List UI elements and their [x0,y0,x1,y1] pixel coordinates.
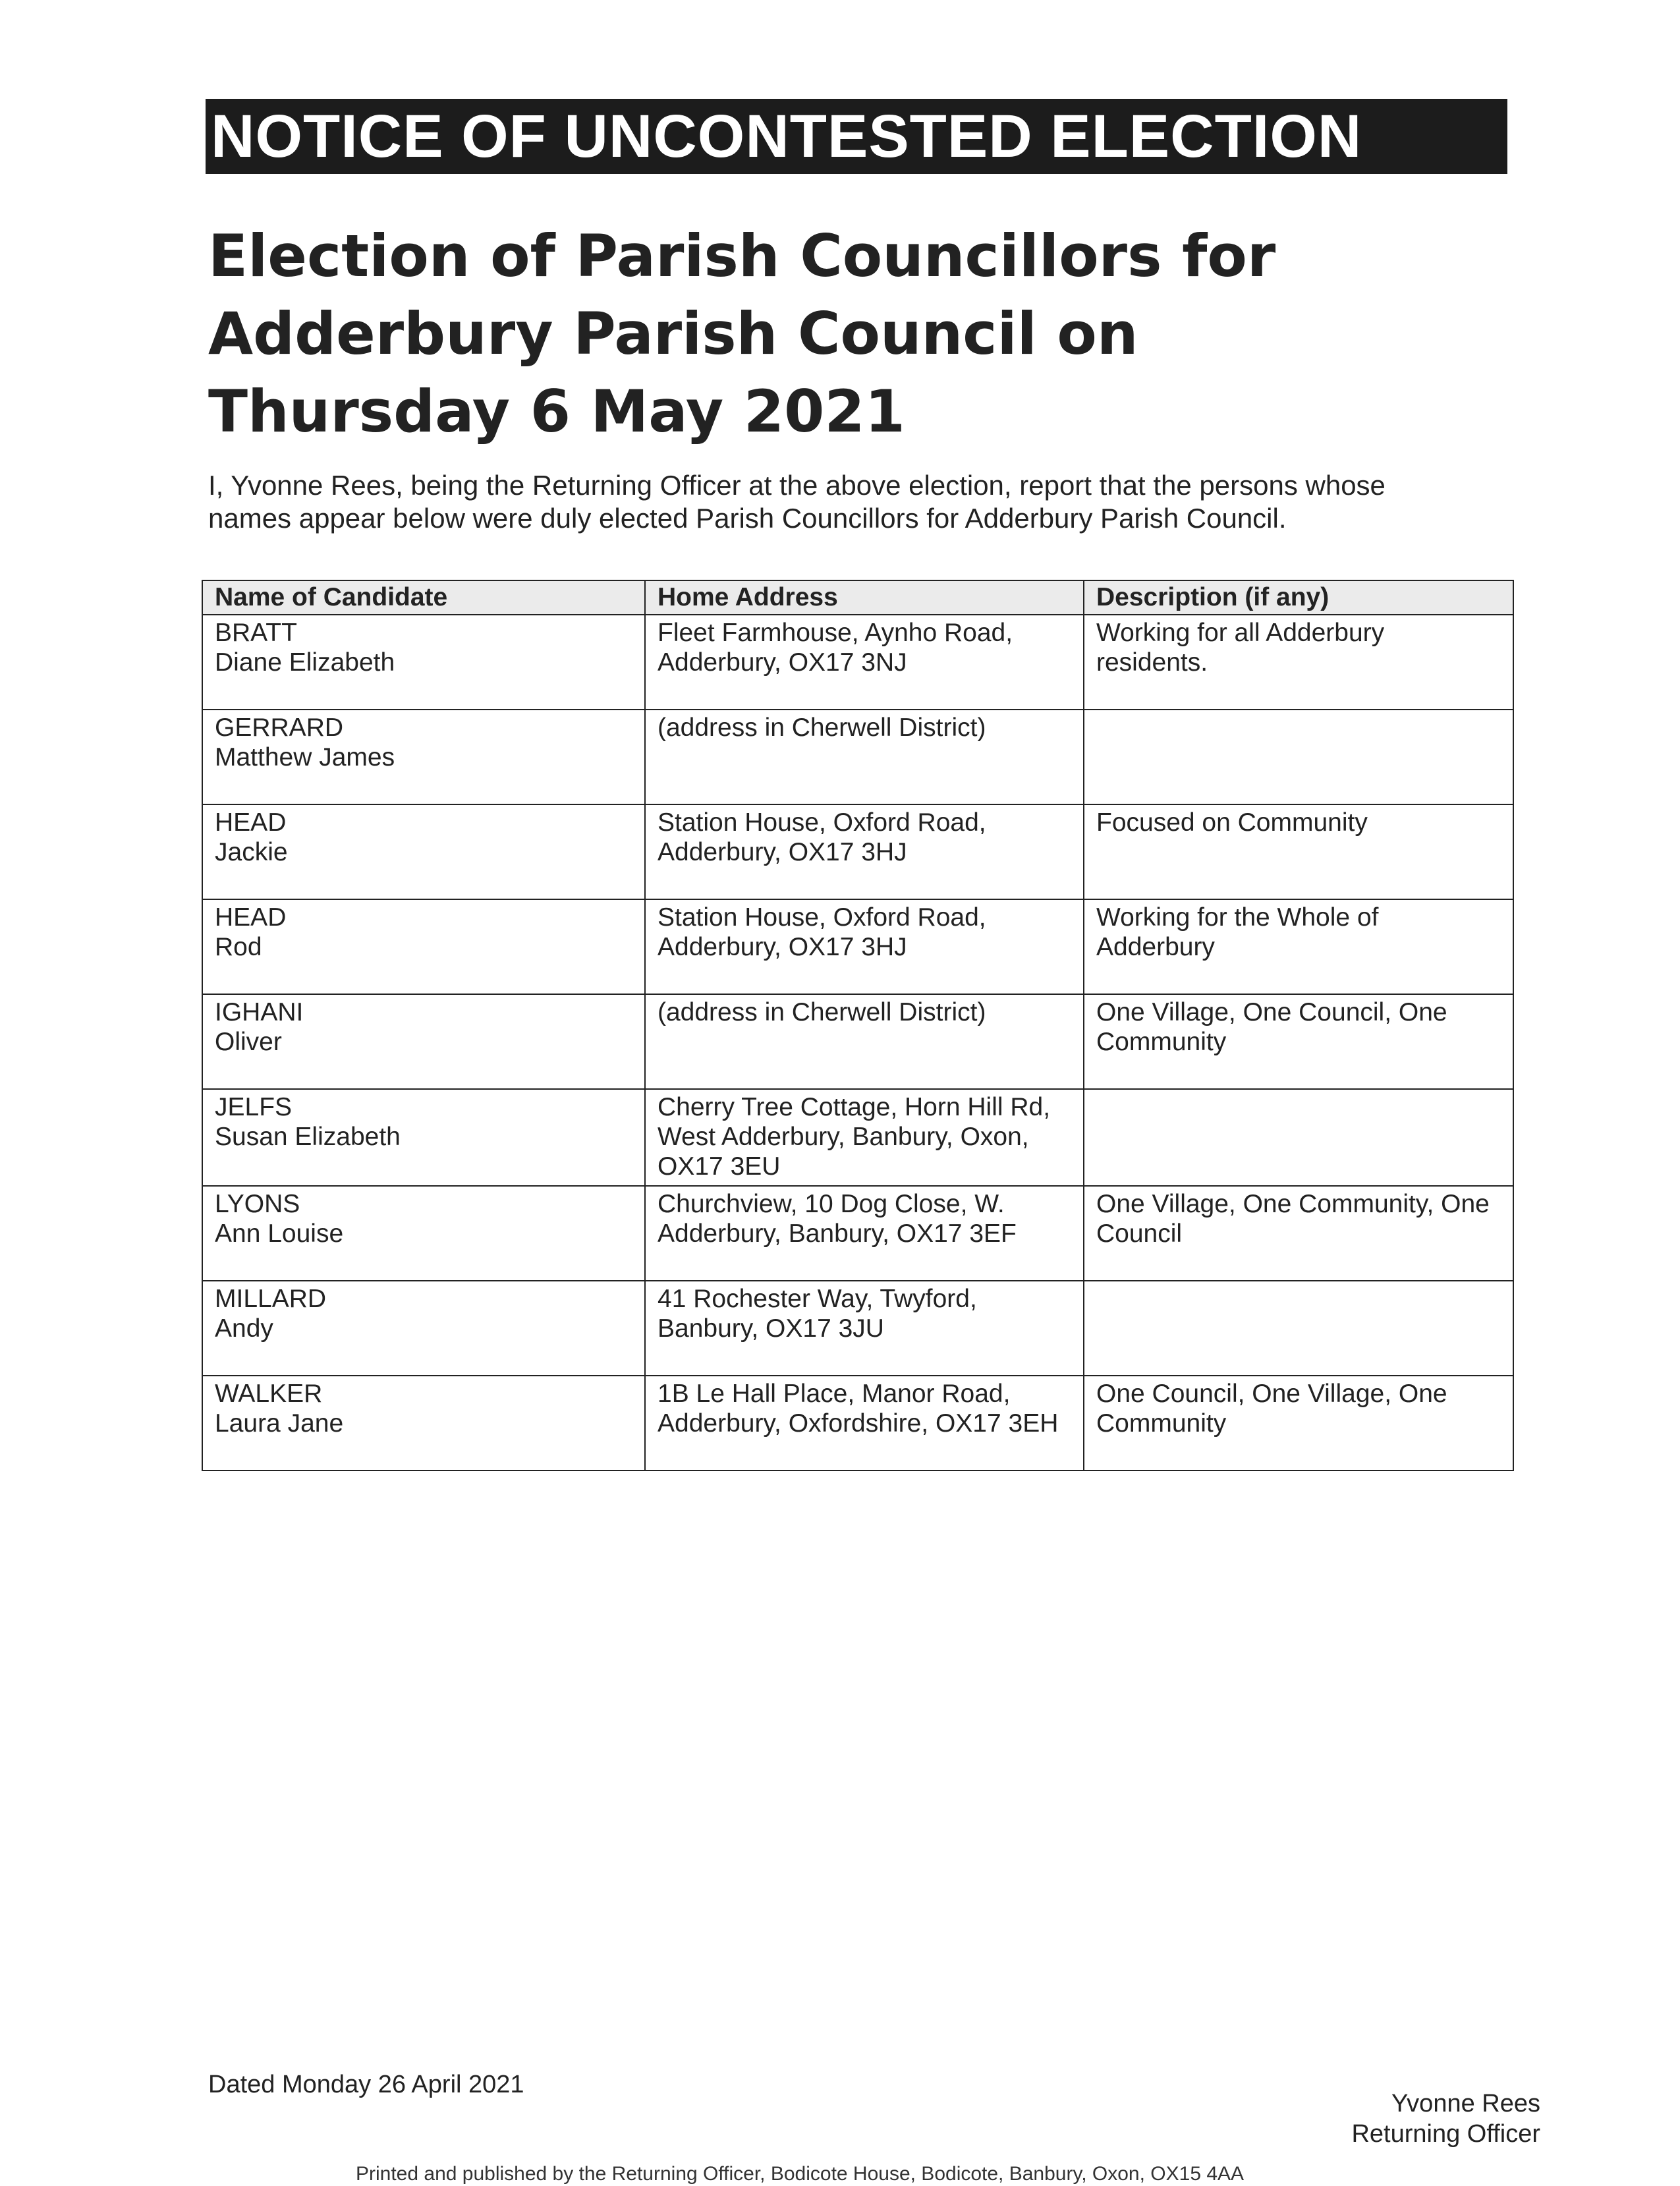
candidate-address: (address in Cherwell District) [658,998,986,1026]
table-row [202,710,1513,804]
candidate-description-cell [1084,1089,1513,1186]
candidate-address: Churchview, 10 Dog Close, W. Adderbury, Banbury, OX17 3EF [658,1190,1017,1248]
candidate-description-cell [1084,1376,1513,1471]
election-title [208,217,1499,451]
intro-statement [208,469,1513,535]
candidate-forenames: Diane Elizabeth [215,648,395,677]
candidate-forenames: Rod [215,933,262,961]
candidate-address-cell [645,710,1084,804]
candidate-description: Focused on Community [1096,808,1368,837]
candidate-forenames: Jackie [215,838,288,866]
candidate-description-cell [1084,615,1513,710]
candidate-surname: HEAD [215,808,287,837]
candidate-surname: WALKER [215,1380,323,1408]
returning-officer-name: Yvonne Rees [1391,2090,1540,2117]
candidate-surname: GERRARD [215,714,344,742]
candidate-description-cell [1084,899,1513,994]
column-header-address: Home Address [645,580,1084,615]
candidate-address-cell [645,899,1084,994]
table-row [202,899,1513,994]
dated-line: Dated Monday 26 April 2021 [208,2071,524,2098]
table-row [202,615,1513,710]
candidate-address-cell [645,1281,1084,1376]
title-line: Thursday 6 May 2021 [208,378,905,445]
candidates-table [202,580,1514,1471]
column-header-name: Name of Candidate [202,580,645,615]
candidate-description: Working for the Whole of Adderbury [1096,903,1379,961]
intro-line: names appear below were duly elected Parish Councillors for Adderbury Parish Council. [208,503,1287,534]
candidate-forenames: Matthew James [215,743,395,771]
notice-banner: NOTICE OF UNCONTESTED ELECTION [206,99,1507,174]
candidate-surname: MILLARD [215,1285,327,1313]
table-row [202,1186,1513,1281]
candidate-name-cell [202,804,645,899]
candidate-address-cell [645,1376,1084,1471]
candidate-surname: IGHANI [215,998,304,1026]
candidate-address: Fleet Farmhouse, Aynho Road, Adderbury, OX17 3NJ [658,619,1013,677]
table-row [202,1281,1513,1376]
candidate-address-cell [645,1186,1084,1281]
candidate-address: (address in Cherwell District) [658,714,986,742]
intro-line: I, Yvonne Rees, being the Returning Officer at the above election, report that the persons whose [208,470,1386,501]
candidate-description: One Council, One Village, One Community [1096,1380,1447,1438]
candidate-description-cell [1084,804,1513,899]
imprint-footer: Printed and published by the Returning Officer, Bodicote House, Bodicote, Banbury, Oxon, OX15 4AA [356,2163,1245,2185]
candidate-surname: LYONS [215,1190,300,1218]
candidate-forenames: Andy [215,1314,273,1343]
candidate-description: One Village, One Council, One Community [1096,998,1447,1056]
candidate-forenames: Susan Elizabeth [215,1123,401,1151]
candidate-description-cell [1084,1281,1513,1376]
candidate-forenames: Ann Louise [215,1219,344,1248]
returning-officer-role: Returning Officer [1351,2120,1540,2148]
signoff-block [1351,2088,1540,2149]
candidate-address-cell [645,994,1084,1089]
table-header-row [202,580,1513,615]
candidate-forenames: Oliver [215,1028,282,1056]
candidate-name-cell [202,1186,645,1281]
candidate-address: Station House, Oxford Road, Adderbury, OX17 3HJ [658,903,986,961]
candidate-description: Working for all Adderbury residents. [1096,619,1385,677]
candidate-address: 41 Rochester Way, Twyford, Banbury, OX17 3JU [658,1285,977,1343]
candidate-description-cell [1084,710,1513,804]
candidate-name-cell [202,1376,645,1471]
title-line: Adderbury Parish Council on [208,300,1138,368]
candidate-name-cell [202,710,645,804]
candidate-address: Station House, Oxford Road, Adderbury, OX17 3HJ [658,808,986,866]
candidate-address-cell [645,804,1084,899]
candidate-surname: JELFS [215,1093,293,1121]
table-row [202,1089,1513,1186]
candidate-name-cell [202,899,645,994]
column-header-description: Description (if any) [1084,580,1513,615]
table-row [202,994,1513,1089]
candidate-forenames: Laura Jane [215,1409,344,1438]
candidate-description-cell [1084,1186,1513,1281]
candidate-name-cell [202,615,645,710]
candidate-description: One Village, One Community, One Council [1096,1190,1490,1248]
candidate-surname: BRATT [215,619,297,647]
candidate-address-cell [645,1089,1084,1186]
candidate-address: Cherry Tree Cottage, Horn Hill Rd, West Adderbury, Banbury, Oxon, OX17 3EU [658,1093,1051,1181]
candidate-address-cell [645,615,1084,710]
candidate-name-cell [202,1089,645,1186]
candidate-name-cell [202,1281,645,1376]
title-line: Election of Parish Councillors for [208,222,1276,290]
candidate-name-cell [202,994,645,1089]
candidate-description-cell [1084,994,1513,1089]
table-row [202,1376,1513,1471]
candidate-address: 1B Le Hall Place, Manor Road, Adderbury, Oxfordshire, OX17 3EH [658,1380,1059,1438]
candidate-surname: HEAD [215,903,287,932]
table-row [202,804,1513,899]
